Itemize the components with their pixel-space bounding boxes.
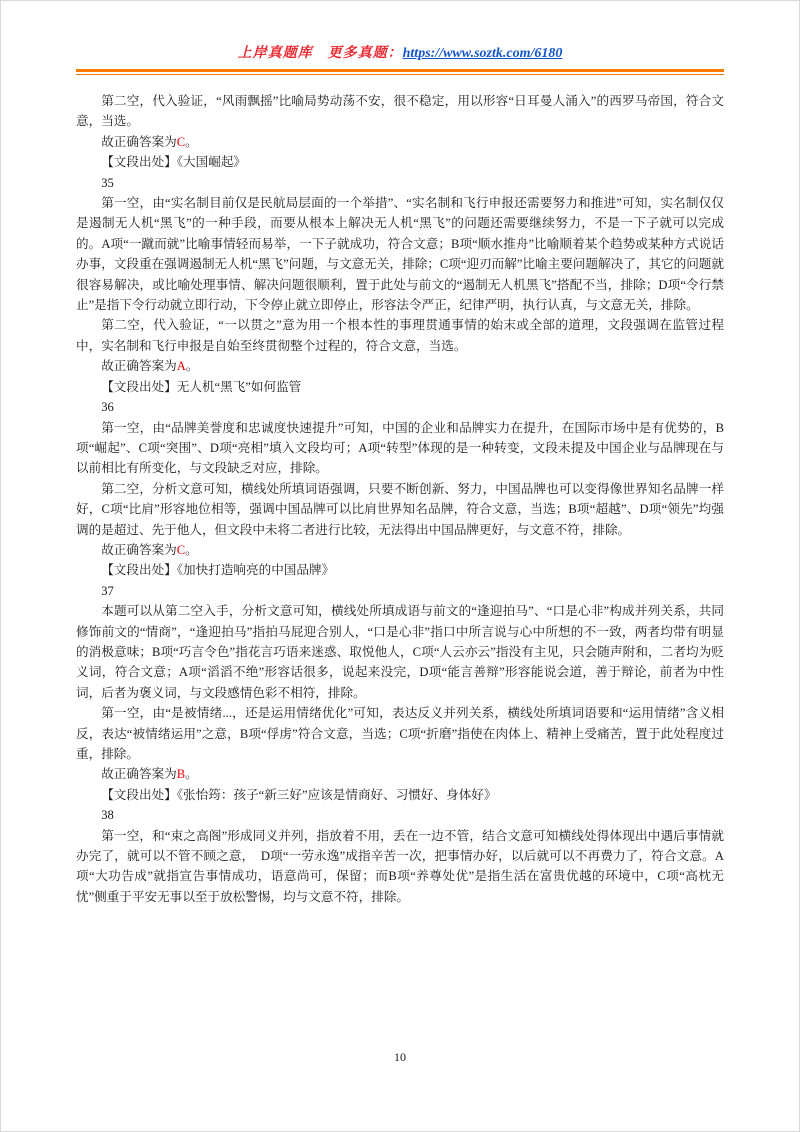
body-paragraph: 第一空，由“实名制目前仅是民航局层面的一个举措”、“实名制和飞行申报还需要努力和推进”可知，实名制仅仅是遏制无人机“黑飞”的一种手段，而要从根本上解决无人机“黑飞”的问题还需要继续努力，不是一下子就可以完成的。A项“一蹴而就”比喻事情轻而易举，一下子就成功，符合文意；B项“顺水推舟”比喻顺着某个趋势或某种方式说话办事，文段重在强调遏制无人机“黑飞”问题，与文意无关，排除；C项“迎刃而解”比喻主要问题解决了，其它的问题就很容易解决，或比喻处理事情、解决问题很顺利，置于此处与前文的“遏制无人机黑飞”搭配不当，排除；D项“令行禁止”是指下令行动就立即行动，下令停止就立即停止，形容法令严正，纪律严明，执行认真，与文意无关，排除。 xyxy=(76,196,724,313)
page-number: 10 xyxy=(394,1050,406,1064)
answer-letter: C xyxy=(176,542,186,557)
answer-letter: B xyxy=(176,767,186,782)
body-paragraph: 第一空，由“品牌美誉度和忠诚度快速提升”可知，中国的企业和品牌实力在提升，在国际市场中是有优势的，B项“崛起”、C项“突围”、D项“亮相”填入文段均可；A项“转型”体现的是一种转变，文段未提及中国企业与品牌现在与以前相比有所变化，与文段缺乏对应，排除。 xyxy=(76,420,724,476)
question-number: 38 xyxy=(101,808,114,823)
source-line: 【文段出处】《加快打造响亮的中国品牌》 xyxy=(101,563,335,578)
answer-letter: A xyxy=(176,359,186,374)
answer-letter: C xyxy=(176,134,186,149)
document-header xyxy=(76,45,724,63)
divider-line-thick xyxy=(76,69,724,72)
answer-line: 故正确答案为C。 xyxy=(101,542,198,557)
body-paragraph: 第一空，和“束之高阁”形成同义并列，指放着不用，丢在一边不管，结合文意可知横线处得体现出中遇后事情就办完了，就可以不管不顾之意， D项“一劳永逸”成指辛苦一次，把事情办好，以后就可以不再费力了，符合文意。A项“大功告成”就指宣告事情成功，语意尚可，保留；而B项“养尊处优”是指生活在富贵优越的环境中，C项“高枕无忧”侧重于平安无事以至于放松警惕，均与文意不符，排除。 xyxy=(76,828,724,904)
header-divider xyxy=(76,69,724,75)
source-line: 【文段出处】《张怡筠：孩子“新三好”应该是情商好、习惯好、身体好》 xyxy=(101,787,497,802)
answer-line: 故正确答案为C。 xyxy=(101,134,198,149)
body-paragraph: 第二空，代入验证，“风雨飘摇”比喻局势动荡不安，很不稳定，用以形容“日耳曼人涌入”的西罗马帝国，符合文意，当选。 xyxy=(76,94,724,129)
site-link[interactable]: https://www.soztk.com/6180 xyxy=(402,46,563,61)
source-line: 【文段出处】《大国崛起》 xyxy=(101,155,247,170)
document-body xyxy=(76,91,724,907)
question-number: 35 xyxy=(101,175,114,190)
divider-line-thin xyxy=(76,74,724,75)
question-number: 37 xyxy=(101,583,114,598)
body-paragraph: 第二空，分析文意可知，横线处所填词语强调，只要不断创新、努力，中国品牌也可以变得像世界知名品牌一样好，C项“比肩”形容地位相等，强调中国品牌可以比肩世界知名品牌，符合文意，当选；B项“超越”、D项“领先”均强调的是超过、先于他人，但文段中未将二者进行比较，无法得出中国品牌更好，与文意不符，排除。 xyxy=(76,481,724,537)
question-number: 36 xyxy=(101,400,114,415)
body-paragraph: 第二空，代入验证，“一以贯之”意为用一个根本性的事理贯通事情的始末或全部的道理，文段强调在监管过程中，实名制和飞行申报是自始至终贯彻整个过程的，符合文意，当选。 xyxy=(76,318,724,353)
answer-line: 故正确答案为B。 xyxy=(101,767,198,782)
source-line: 【文段出处】无人机“黑飞”如何监管 xyxy=(101,379,302,394)
site-brand-text: 上岸真题库 更多真题： xyxy=(237,46,403,61)
body-paragraph: 本题可以从第二空入手，分析文意可知，横线处所填成语与前文的“逢迎拍马”、“口是心非”构成并列关系，共同修饰前文的“情商”，“逢迎拍马”指拍马屁迎合别人，“口是心非”指口中所言说与心中所想的不一致，两者均带有明显的消极意味；B项“巧言令色”指花言巧语来迷惑、取悦他人，C项“人云亦云”指没有主见，只会随声附和，二者均为贬义词，符合文意；A项“滔滔不绝”形容话很多，说起来没完，D项“能言善辩”形容能说会道，善于辩论，前者为中性词，后者为褒义词，与文段感情色彩不相符，排除。 xyxy=(76,604,724,700)
answer-line: 故正确答案为A。 xyxy=(101,359,199,374)
body-paragraph: 第一空，由“是被情绪...，还是运用情绪优化”可知，表达反义并列关系，横线处所填词语要和“运用情绪”含义相反，表达“被情绪运用”之意，B项“俘虏”符合文意，当选；C项“折磨”指使在肉体上、精神上受痛苦，置于此处程度过重，排除。 xyxy=(76,706,724,761)
